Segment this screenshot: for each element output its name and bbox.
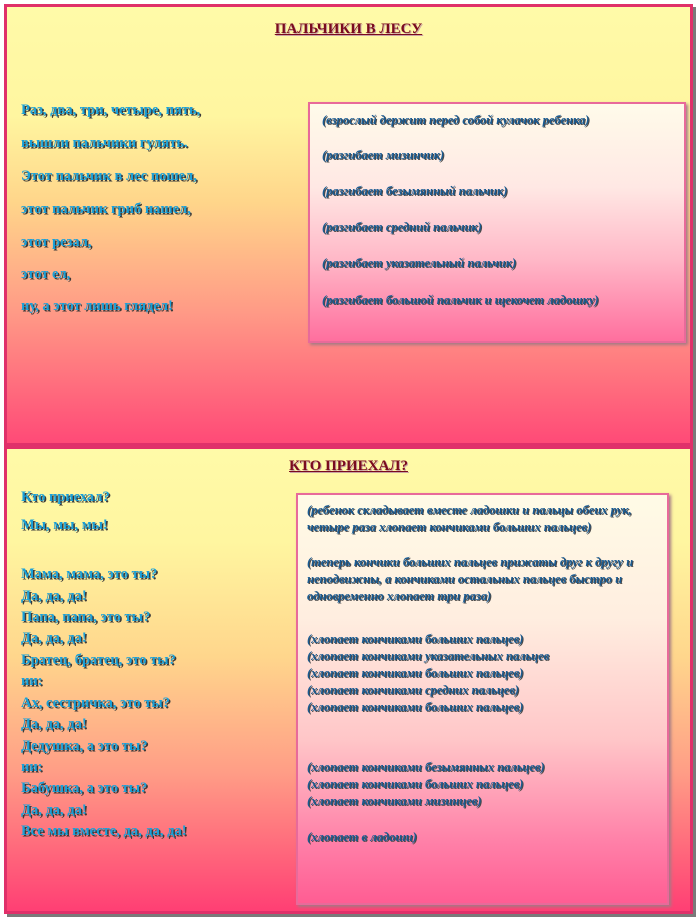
instruction-note: (хлопает кончиками средних пальцев) (307, 683, 520, 697)
instruction-note: (хлопает кончиками больших пальцев) (307, 666, 524, 680)
instruction-note: (хлопает кончиками больших пальцев) (307, 777, 524, 791)
instruction-note: (ребенок складывает вместе ладошки и пальцы обеих рук, четыре раза хлопает кончиками больших пальцев) (307, 503, 632, 534)
verse-line: Да, да, да! (21, 588, 87, 604)
card-palchiki-v-lesu (4, 4, 693, 446)
section-title: ПАЛЬЧИКИ В ЛЕСУ (274, 21, 423, 37)
verse-line: Да, да, да! (21, 630, 87, 646)
instruction-note: (разгибает указательный пальчик) (322, 256, 517, 270)
verse-line: Мы, мы, мы! (21, 517, 108, 533)
verse-line: Раз, два, три, четыре, пять, (21, 102, 201, 118)
instruction-note: (разгибает безымянный пальчик) (322, 184, 508, 198)
verse-line: Да, да, да! (21, 802, 87, 818)
verse-line: ии: (21, 673, 43, 689)
verse-line: Все мы вместе, да, да, да! (21, 823, 187, 839)
instruction-note: (разгибает мизинчик) (322, 148, 445, 162)
instruction-note: (хлопает кончиками указательных пальцев (307, 649, 550, 663)
verse-line: этот пальчик гриб нашел, (21, 201, 191, 217)
instruction-note: (взрослый держит перед собой кулачок ребенка) (322, 113, 590, 127)
verse-line: Бабушка, а это ты? (21, 780, 148, 796)
verse-line: этот резал, (21, 234, 92, 250)
section-title: КТО ПРИЕХАЛ? (289, 458, 408, 474)
verse-line: этот ел, (21, 266, 71, 282)
verse-line: Да, да, да! (21, 716, 87, 732)
verse-line: Ах, сестричка, это ты? (21, 695, 170, 711)
verse-line: Дедушка, а это ты? (21, 738, 148, 754)
verse-line: Кто приехал? (21, 489, 110, 505)
instructions-box (308, 102, 686, 343)
instruction-note: (хлопает кончиками мизинцев) (307, 794, 482, 808)
instruction-note: (теперь кончики больших пальцев прижаты друг к другу и неподвижны, а кончиками остальных пальцев быстро и одновременно хлопает три раза) (307, 555, 634, 603)
verse-line: ну, а этот лишь глядел! (21, 298, 173, 314)
verse-line: вышли пальчики гулять. (21, 135, 188, 151)
instruction-note: (хлопает кончиками больших пальцев) (307, 700, 524, 714)
verse-line: ии: (21, 759, 43, 775)
instruction-note: (хлопает кончиками больших пальцев) (307, 632, 524, 646)
verse-line: Этот пальчик в лес пошел, (21, 168, 197, 184)
verse-line: Мама, мама, это ты? (21, 566, 158, 582)
verse-line: Братец, братец, это ты? (21, 652, 176, 668)
verse-line: Папа, папа, это ты? (21, 609, 151, 625)
instructions-box (296, 493, 669, 905)
instruction-note: (хлопает в ладоши) (307, 830, 417, 844)
instruction-note: (разгибает средний пальчик) (322, 220, 482, 234)
instruction-note: (разгибает большой пальчик и щекочет ладошку) (322, 293, 599, 307)
instruction-note: (хлопает кончиками безымянных пальцев) (307, 760, 545, 774)
card-kto-priekhal (4, 446, 693, 914)
